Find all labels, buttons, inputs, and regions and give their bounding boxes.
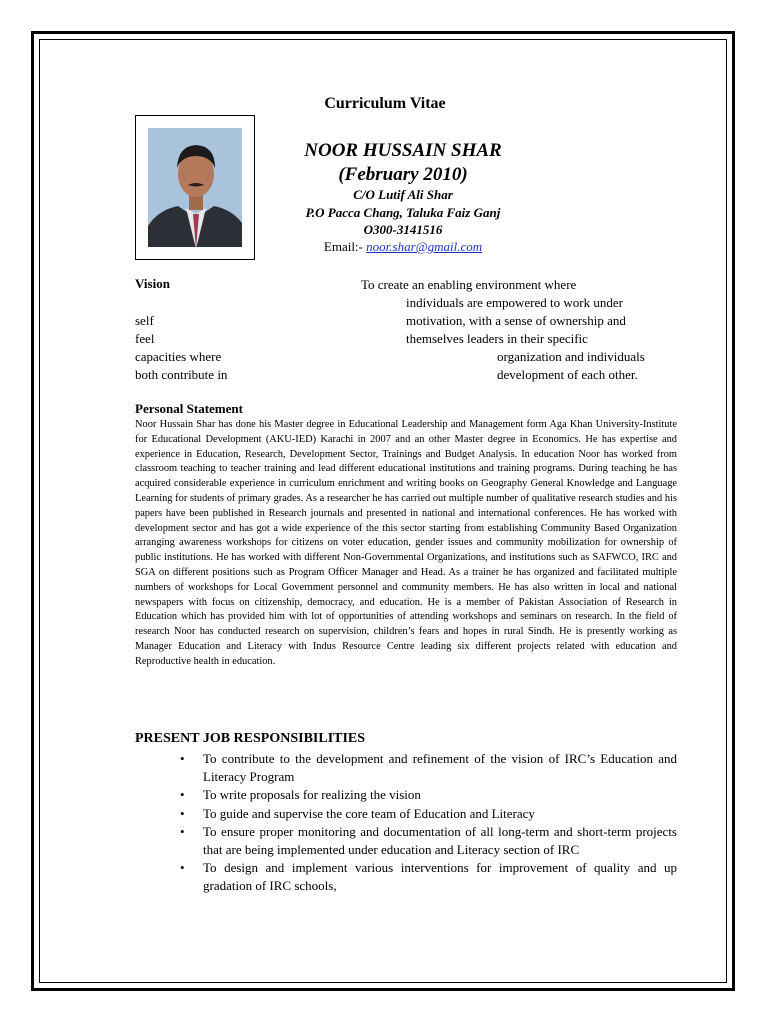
profile-photo-frame bbox=[135, 115, 255, 260]
vision-line-2: individuals are empowered to work under bbox=[406, 295, 623, 310]
vision-line-6: development of each other. bbox=[497, 367, 638, 382]
phone-number: O300-3141516 bbox=[363, 222, 443, 237]
list-item bbox=[135, 823, 677, 858]
vision-heading: Vision bbox=[135, 276, 170, 291]
list-item-text: To ensure proper monitoring and documentation of all long-term and short-term projects that are being implemented under education and Literacy section of IRC bbox=[203, 824, 677, 857]
list-item bbox=[135, 859, 677, 894]
profile-photo bbox=[148, 128, 242, 247]
personal-statement-heading: Personal Statement bbox=[135, 401, 243, 416]
vision-left-1: self bbox=[135, 313, 154, 328]
list-item-text: To write proposals for realizing the vision bbox=[203, 787, 421, 802]
list-item-text: To guide and supervise the core team of Education and Literacy bbox=[203, 805, 535, 821]
bullet-icon: • bbox=[180, 860, 185, 875]
list-item-text: To design and implement various interventions for improvement of quality and up gradation of IRC schools, bbox=[203, 860, 677, 893]
address-line-2: P.O Pacca Chang, Taluka Faiz Ganj bbox=[305, 205, 501, 220]
email-label: Email:- bbox=[323, 239, 363, 254]
document-title: Curriculum Vitae bbox=[324, 95, 446, 112]
list-item bbox=[135, 750, 677, 785]
job-responsibilities-heading: PRESENT JOB RESPONSIBILITIES bbox=[135, 731, 366, 746]
job-responsibilities-list bbox=[135, 750, 677, 895]
personal-statement-text: Noor Hussain Shar has done his Master degree in Educational Leadership and Management form Aga Khan University-Institute for Educational Development (AKU-IED) Karachi in 2007 and an other Master degree in Economics. He has expertise and experience in Education, Research, Development Sector, Trainings and Budget Analysis. In education Noor has worked from classroom teaching to teacher training and lead different educational institutions and training programs. During teaching he has acquired considerable experience in curriculum enrichment and writing books on Geography General Knowledge and Language Learning for students of primary grades. As a researcher he has carried out multiple number of qualitative research studies and his papers have been published in Research journals and presented in national and international conferences. He has worked with development sector and has got a wide experience of the this sector starting from establishing Community Based Organization arranging awareness workshops for citizens on voter education, gender issues and community mobilization for ownership of public institutions. He has worked with different Non-Governmental Organizations, and institutions such as SAFWCO, IRC and SGA on different positions such as Program Officer Manager and Head. As a trainer he has organized and facilitated multiple numbers of workshops for Local Government personnel and community members. He has also written in local and national newspapers with focus on citizenship, democracy, and education. He is a member of Pakistan Association of Research in Education which has provided him with lot of opportunities of attending workshops and seminars on research. In the field of research Noor has conducted research on supervision, children’s fears and hopes in rural Sindh. He is presently working as Manager Education and Literacy with Indus Resource Centre leading six different projects related with education and Reproductive health in education. bbox=[135, 419, 677, 667]
portrait-image bbox=[148, 128, 242, 247]
vision-left-3: capacities where bbox=[135, 349, 222, 364]
address-line-1: C/O Lutif Ali Shar bbox=[353, 187, 453, 202]
vision-line-4: themselves leaders in their specific bbox=[406, 331, 588, 346]
email-link[interactable]: noor.shar@gmail.com bbox=[366, 239, 483, 254]
vision-left-4: both contribute in bbox=[135, 367, 228, 382]
list-item bbox=[135, 805, 677, 823]
bullet-icon: • bbox=[180, 805, 185, 821]
bullet-icon: • bbox=[180, 787, 185, 802]
vision-line-5: organization and individuals bbox=[497, 349, 645, 364]
bullet-icon: • bbox=[180, 751, 185, 766]
cv-date: (February 2010) bbox=[338, 164, 468, 185]
vision-line-3: motivation, with a sense of ownership and bbox=[406, 313, 626, 328]
vision-left-2: feel bbox=[135, 331, 155, 346]
list-item bbox=[135, 786, 677, 804]
vision-line-1: To create an enabling environment where bbox=[361, 277, 577, 292]
bullet-icon: • bbox=[180, 824, 185, 839]
email-line bbox=[253, 239, 553, 255]
person-name: NOOR HUSSAIN SHAR bbox=[304, 140, 502, 161]
list-item-text: To contribute to the development and refinement of the vision of IRC’s Education and Literacy Program bbox=[203, 751, 677, 784]
